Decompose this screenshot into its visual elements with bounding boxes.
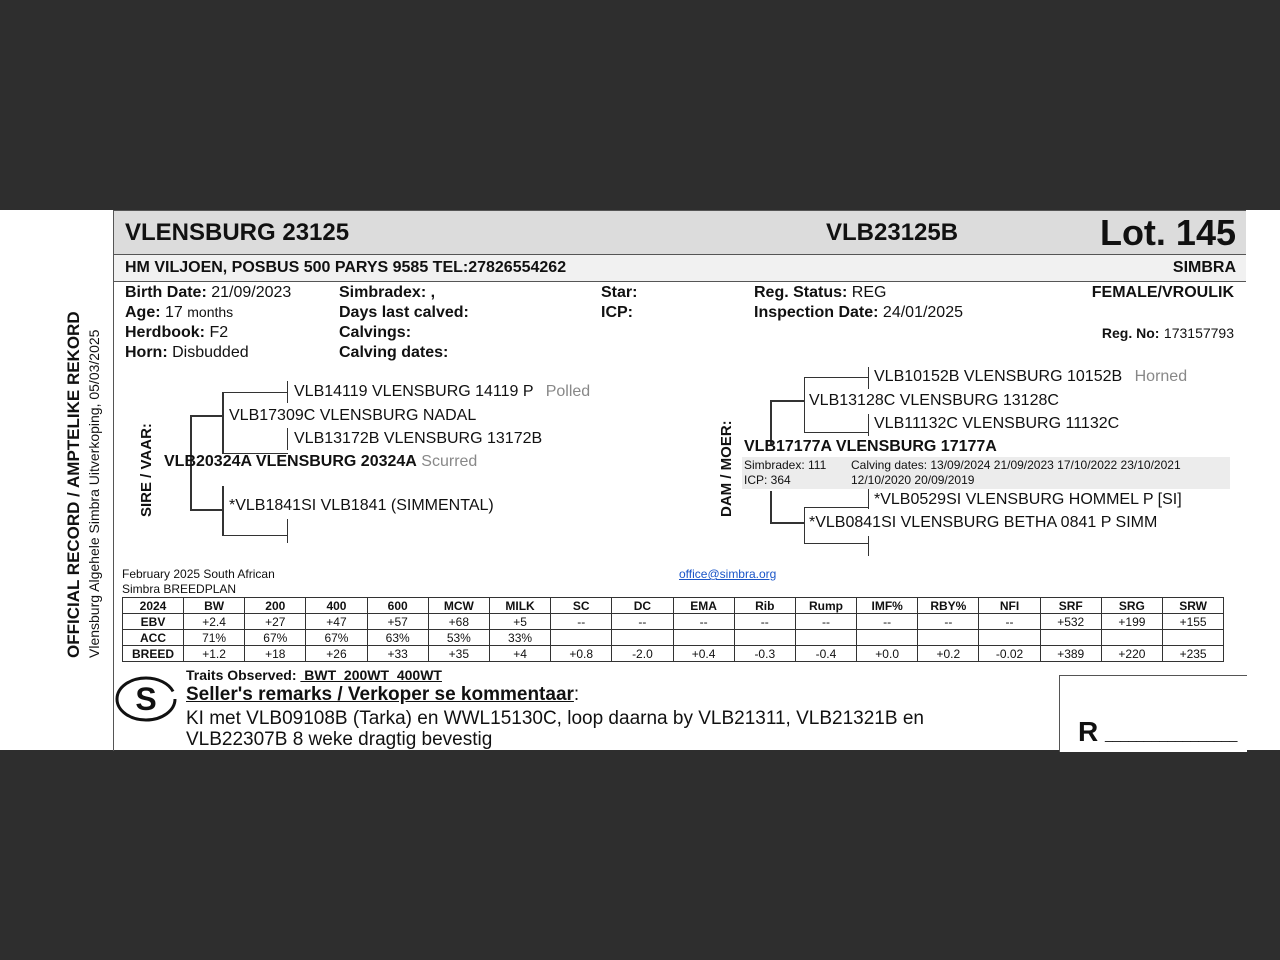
owner-address: HM VILJOEN, POSBUS 500 PARYS 9585 TEL:27826554262 [125,259,567,276]
age-label: Age: [125,304,161,321]
remarks-colon: : [573,684,580,705]
table-cell: +1.2 [184,646,245,662]
reg-status [754,284,886,302]
table-cell: 53% [428,630,489,646]
remarks-line1: KI met VLB09108B (Tarka) en WWL15130C, loop daarna by VLB21311, VLB21321B en [186,708,924,729]
table-cell [795,630,856,646]
table-header-cell: BW [184,598,245,614]
logo-letter: S [135,681,157,717]
owner-row [114,255,1246,282]
remarks-title-text: Seller's remarks / Verkoper se kommentaar [186,684,574,705]
reg-no [1102,325,1234,343]
traits-observed [186,667,442,683]
table-cell: +235 [1163,646,1224,662]
table-cell [918,630,979,646]
table-cell: -- [551,614,612,630]
sire-ggd: VLB13172B VLENSBURG 13172B [294,430,543,447]
birth-date [125,284,291,302]
simbra-logo-icon [114,673,178,725]
table-cell: +2.4 [184,614,245,630]
sire-tree-line [222,392,288,393]
table-cell: +33 [367,646,428,662]
table-cell: -- [857,614,918,630]
table-cell [734,630,795,646]
table-cell [979,630,1040,646]
table-row [123,646,1224,662]
table-cell: +68 [428,614,489,630]
dam-tree-line [770,400,804,402]
table-header-cell: Rump [795,598,856,614]
sire-tree-line [222,392,224,454]
table-cell: +27 [245,614,306,630]
dam-calving-dates-cont: 12/10/2020 20/09/2019 [851,473,975,487]
table-cell: +18 [245,646,306,662]
animal-card [113,210,1246,751]
dam-simbradex: Simbradex: 111 [744,458,827,472]
birth-date-label: Birth Date: [125,284,207,301]
official-record-label: OFFICIAL RECORD / AMPTELIKE REKORD [64,311,83,658]
table-cell [1101,630,1162,646]
price-currency: R [1078,716,1099,747]
table-cell: +155 [1163,614,1224,630]
calving-dates-label: Calving dates: [339,344,449,361]
table-header-row [123,598,1224,614]
sire-horn: Scurred [421,453,478,470]
table-header-cell: 400 [306,598,367,614]
sire-tree-line [222,535,288,536]
sire-granddam: *VLB1841SI VLB1841 (SIMMENTAL) [229,497,494,514]
inspection-date-value: 24/01/2025 [882,304,963,321]
reg-no-label: Reg. No: [1101,325,1160,341]
dam-tree-line [770,491,772,523]
table-row [123,630,1224,646]
dam-name: VLB17177A VLENSBURG 17177A [744,438,997,455]
table-cell: +0.0 [857,646,918,662]
horn-value: Disbudded [172,344,249,361]
traits-value: BWT 200WT 400WT [300,667,442,683]
horn-label: Horn: [125,344,168,361]
dam-tree-line [868,367,869,389]
dam-tree-line [868,536,869,556]
table-header-cell: NFI [979,598,1040,614]
table-header-cell: IMF% [857,598,918,614]
dam-tree-line [804,432,869,433]
dam-ggs-horn: Horned [1134,368,1188,385]
inspection-date-label: Inspection Date: [754,304,879,321]
dam-label: DAM / MOER: [718,420,735,517]
age-unit: months [187,304,234,320]
price-blank: _________________ [1105,726,1238,742]
table-header-cell: 600 [367,598,428,614]
table-cell: +199 [1101,614,1162,630]
table-header-cell: 200 [245,598,306,614]
age [125,304,233,322]
table-header-cell: EMA [673,598,734,614]
sire-ggs [294,383,590,401]
sire-tree-line [287,428,288,450]
table-cell: +0.4 [673,646,734,662]
table-header-cell: SC [551,598,612,614]
remarks-title [186,684,579,706]
dam-icp: ICP: 364 [744,473,791,487]
dam-gdam-sire: *VLB0529SI VLENSBURG HOMMEL P [SI] [874,491,1182,508]
table-cell: 71% [184,630,245,646]
table-cell: -2.0 [612,646,673,662]
sire-tree-line [222,486,224,536]
simbradex-label: Simbradex: , [339,284,436,301]
table-cell: -0.02 [979,646,1040,662]
table-header-cell: MILK [489,598,550,614]
catalogue-sheet [0,210,1280,750]
lot-number: Lot. 145 [1099,212,1236,253]
dam-ggd: VLB11132C VLENSBURG 11132C [874,415,1120,432]
table-cell: -0.3 [734,646,795,662]
table-cell: +532 [1040,614,1101,630]
dam-stats-box [742,457,1230,489]
animal-name: VLENSBURG 23125 [125,219,350,246]
table-cell: ACC [123,630,184,646]
table-cell: 33% [489,630,550,646]
table-cell: BREED [123,646,184,662]
table-header-cell: RBY% [918,598,979,614]
reg-status-label: Reg. Status: [754,284,848,301]
herdbook-label: Herdbook: [125,324,205,341]
age-value: 17 [165,304,183,321]
dam-calving-dates: Calving dates: 13/09/2024 21/09/2023 17/10/2022 23/10/2021 [851,458,1181,472]
sire-tree-line [287,519,288,543]
table-header-cell: SRF [1040,598,1101,614]
table-cell [1040,630,1101,646]
star-label: Star: [601,284,638,301]
table-cell: -0.4 [795,646,856,662]
sire-name [164,453,477,471]
remarks-line2: VLB22307B 8 weke dragtig bevestig [186,729,493,750]
table-cell: EBV [123,614,184,630]
traits-label: Traits Observed: [186,667,297,683]
sire-tree-line [190,415,222,417]
breedplan-email-link[interactable]: office@simbra.org [679,567,777,581]
table-cell [551,630,612,646]
dam-tree-line [804,377,869,378]
ebv-table [122,597,1224,662]
herdbook [125,324,228,342]
table-cell: 63% [367,630,428,646]
card-header [114,211,1246,255]
sire-ggs-name: VLB14119 VLENSBURG 14119 P [294,383,534,400]
sire-label: SIRE / VAAR: [138,423,155,517]
table-cell: +0.8 [551,646,612,662]
table-cell: -- [918,614,979,630]
dam-granddam: *VLB0841SI VLENSBURG BETHA 0841 P SIMM [809,514,1158,531]
table-cell: -- [673,614,734,630]
inspection-date [754,304,963,322]
table-header-cell: Rib [734,598,795,614]
table-cell: +57 [367,614,428,630]
dam-ggs [874,368,1187,386]
dam-ggs-name: VLB10152B VLENSBURG 10152B [874,368,1123,385]
table-cell: +26 [306,646,367,662]
table-cell: +0.2 [918,646,979,662]
table-cell: +220 [1101,646,1162,662]
table-cell: -- [979,614,1040,630]
sire-name-text: VLB20324A VLENSBURG 20324A [164,453,417,470]
birth-date-value: 21/09/2023 [211,284,292,301]
table-cell: -- [795,614,856,630]
sex-label: FEMALE/VROULIK [1091,284,1234,301]
table-cell: +4 [489,646,550,662]
sire-grandsire: VLB17309C VLENSBURG NADAL [229,407,477,424]
table-header-cell: 2024 [123,598,184,614]
price-box[interactable] [1059,675,1247,752]
dam-tree-line [804,507,805,544]
sire-tree-line [287,381,288,403]
table-cell: 67% [245,630,306,646]
breedplan-line2: Simbra BREEDPLAN [122,582,237,596]
animal-reg-id: VLB23125B [826,219,959,246]
dam-tree-line [804,543,869,544]
table-cell [673,630,734,646]
table-cell: +47 [306,614,367,630]
dam-tree-line [770,522,804,524]
dam-tree-line [868,489,869,509]
table-cell: 67% [306,630,367,646]
horn [125,344,249,362]
dam-grandsire: VLB13128C VLENSBURG 13128C [809,392,1059,409]
herdbook-value: F2 [209,324,229,341]
icp-label: ICP: [601,304,633,321]
table-header-cell: SRW [1163,598,1224,614]
days-last-calved-label: Days last calved: [339,304,469,321]
table-header-cell: SRG [1101,598,1162,614]
table-cell: +5 [489,614,550,630]
table-header-cell: MCW [428,598,489,614]
breed-name: SIMBRA [1172,259,1236,276]
reg-no-value: 173157793 [1163,325,1234,341]
table-cell [1163,630,1224,646]
table-cell: +35 [428,646,489,662]
sire-ggs-horn: Polled [545,383,591,400]
dam-tree-line [804,377,805,433]
table-cell [612,630,673,646]
table-cell: +389 [1040,646,1101,662]
table-cell [857,630,918,646]
sire-tree-line [190,509,222,511]
dam-tree-line [804,507,869,508]
table-cell: -- [612,614,673,630]
reg-status-value: REG [851,284,887,301]
table-row [123,614,1224,630]
table-header-cell: DC [612,598,673,614]
calvings-label: Calvings: [339,324,412,341]
table-cell: -- [734,614,795,630]
dam-tree-line [868,414,869,436]
sale-subtitle: Vlensburg Algehele Simbra Uitverkoping, 05/03/2025 [86,329,102,658]
breedplan-line1: February 2025 South African [122,567,275,581]
